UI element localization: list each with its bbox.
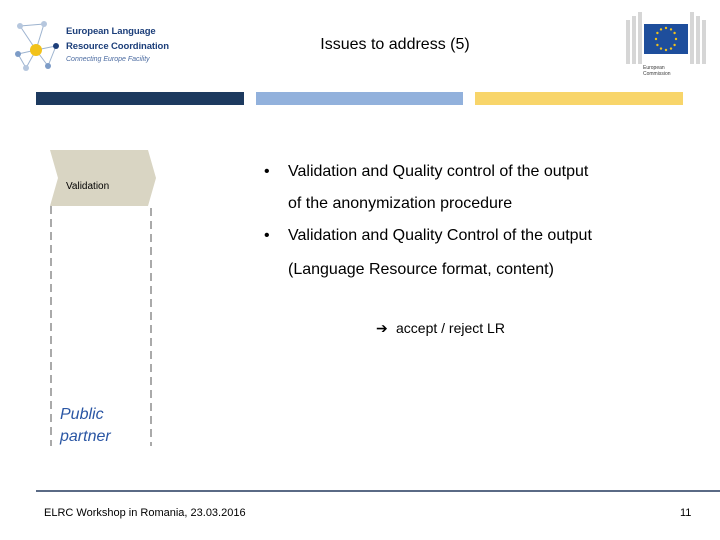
process-step-label: Validation — [66, 181, 110, 192]
bullet-dot: • — [264, 163, 270, 180]
header-bar-navy — [36, 92, 244, 105]
bullet-item-2 — [264, 227, 592, 245]
footer-event: ELRC Workshop in Romania, 23.03.2016 — [44, 507, 246, 519]
bullet-item-1 — [264, 163, 588, 181]
ec-wordmark — [643, 65, 671, 77]
result-line — [376, 320, 505, 337]
ec-wordmark-line2: Commission — [643, 71, 671, 77]
european-commission-logo — [624, 10, 708, 78]
bullet-dot: • — [264, 227, 270, 244]
logo-tagline: Connecting Europe Facility — [66, 56, 150, 63]
process-step-chevron — [50, 150, 156, 206]
network-icon — [14, 16, 62, 76]
elrc-logo — [14, 16, 184, 76]
header-bar-blue — [256, 92, 463, 105]
swimlane-label — [60, 404, 111, 448]
header-bar-yellow — [475, 92, 683, 105]
swimlane-label-line2: partner — [60, 428, 111, 445]
swimlane-label-line1: Public — [60, 406, 104, 423]
bullet-text: Validation and Quality control of the output — [288, 163, 589, 180]
logo-title-line1: European Language — [66, 26, 156, 37]
commission-building-icon — [624, 10, 708, 66]
bullet-text: Validation and Quality Control of the output — [288, 227, 592, 244]
page-number: 11 — [680, 507, 692, 519]
logo-title-line2: Resource Coordination — [66, 41, 169, 52]
result-text: accept / reject LR — [396, 320, 505, 336]
ec-wordmark-line1: European — [643, 65, 665, 71]
bullet-continuation-1: of the anonymization procedure — [288, 195, 513, 212]
right-arrow-icon: ➔ — [376, 320, 388, 336]
bullet-continuation-2: (Language Resource format, content) — [288, 261, 554, 278]
slide-title: Issues to address (5) — [320, 36, 470, 53]
footer-divider — [36, 490, 720, 492]
